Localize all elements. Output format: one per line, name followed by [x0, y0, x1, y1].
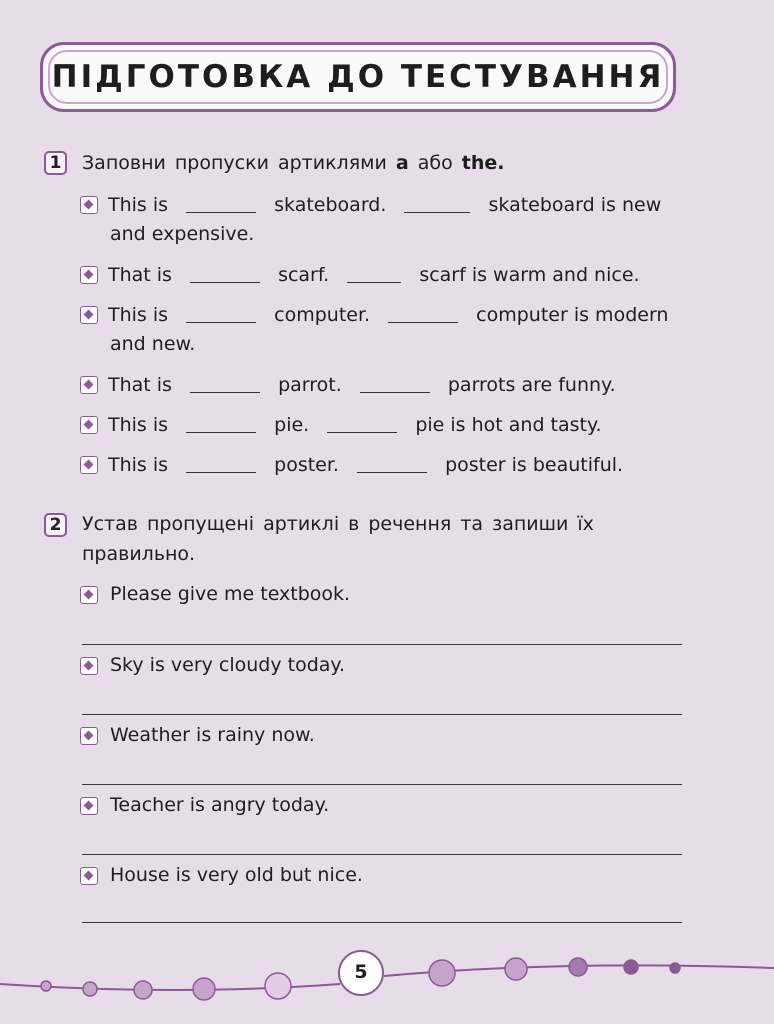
answer-blank[interactable]: [190, 263, 260, 283]
sentence-part: poster.: [274, 454, 339, 476]
footer-dot: [429, 960, 455, 986]
sentence-part: pie.: [274, 414, 310, 436]
footer-dot: [505, 958, 527, 980]
answer-line-4[interactable]: [82, 854, 682, 855]
answer-blank[interactable]: [404, 193, 470, 213]
sentence-part: This is: [108, 454, 169, 476]
task-2-number: 2: [44, 513, 67, 537]
sentence-part: This is: [108, 304, 169, 326]
article-the: the.: [461, 152, 505, 174]
bullet-icon: [80, 586, 98, 604]
answer-blank[interactable]: [186, 413, 256, 433]
answer-blank[interactable]: [347, 263, 401, 283]
footer-dot: [265, 973, 291, 999]
sentence-part: skateboard is new: [488, 194, 662, 216]
task-1-item-3: [108, 303, 668, 326]
answer-line-2[interactable]: [82, 714, 682, 715]
task-1-item-3-cont: and new.: [110, 333, 196, 355]
bullet-icon: [80, 657, 98, 675]
task-1-instruction: [82, 152, 505, 174]
answer-line-3[interactable]: [82, 784, 682, 785]
task-2-instruction-line-1: Устав пропущені артиклі в речення та запиши їх: [82, 513, 594, 535]
page-number: 5: [338, 950, 384, 996]
task-2-sentence-3: Weather is rainy now.: [110, 724, 315, 746]
answer-line-5[interactable]: [82, 922, 682, 923]
sentence-part: This is: [108, 414, 169, 436]
sentence-part: scarf is warm and nice.: [419, 264, 640, 286]
answer-blank[interactable]: [190, 373, 260, 393]
task-1-item-2: [108, 263, 640, 286]
task-2-instruction-line-2: правильно.: [82, 543, 196, 565]
task-1-instruction-text: Заповни пропуски артиклями: [82, 152, 387, 174]
footer-dot: [134, 981, 152, 999]
answer-blank[interactable]: [388, 303, 458, 323]
task-2-sentence-1: Please give me textbook.: [110, 583, 351, 605]
footer-dot: [193, 978, 215, 1000]
title-box: [40, 42, 676, 112]
footer-dot: [83, 982, 97, 996]
task-1-number: 1: [44, 151, 67, 175]
bullet-icon: [80, 727, 98, 745]
sentence-part: That is: [108, 264, 172, 286]
bullet-icon: [80, 266, 98, 284]
sentence-part: pie is hot and tasty.: [415, 414, 602, 436]
article-a: a: [395, 152, 409, 174]
task-2-sentence-5: House is very old but nice.: [110, 864, 363, 886]
or-word: або: [417, 152, 453, 174]
task-1-item-1-cont: and expensive.: [110, 223, 255, 245]
task-1-item-4: [108, 373, 616, 396]
answer-blank[interactable]: [186, 453, 256, 473]
sentence-part: scarf.: [278, 264, 330, 286]
sentence-part: poster is beautiful.: [445, 454, 624, 476]
bullet-icon: [80, 416, 98, 434]
task-1-item-1: [108, 193, 661, 216]
task-2-sentence-4: Teacher is angry today.: [110, 794, 330, 816]
footer-dot: [41, 981, 51, 991]
sentence-part: parrots are funny.: [447, 374, 616, 396]
task-2-sentence-2: Sky is very cloudy today.: [110, 654, 346, 676]
footer-decoration: [0, 940, 774, 1024]
bullet-icon: [80, 867, 98, 885]
bullet-icon: [80, 196, 98, 214]
sentence-part: parrot.: [278, 374, 342, 396]
answer-blank[interactable]: [186, 303, 256, 323]
page-title: ПІДГОТОВКА ДО ТЕСТУВАННЯ: [51, 59, 665, 95]
sentence-part: skateboard.: [274, 194, 387, 216]
answer-blank[interactable]: [360, 373, 430, 393]
bullet-icon: [80, 797, 98, 815]
sentence-part: computer is modern: [476, 304, 669, 326]
task-1-item-5: [108, 413, 602, 436]
answer-blank[interactable]: [327, 413, 397, 433]
footer-dot: [670, 963, 680, 973]
answer-blank[interactable]: [357, 453, 427, 473]
answer-blank[interactable]: [186, 193, 256, 213]
sentence-part: computer.: [274, 304, 371, 326]
footer-dot: [624, 960, 638, 974]
sentence-part: This is: [108, 194, 169, 216]
bullet-icon: [80, 456, 98, 474]
answer-line-1[interactable]: [82, 644, 682, 645]
sentence-part: That is: [108, 374, 172, 396]
bullet-icon: [80, 306, 98, 324]
footer-dot: [569, 958, 587, 976]
task-1-item-6: [108, 453, 623, 476]
bullet-icon: [80, 376, 98, 394]
